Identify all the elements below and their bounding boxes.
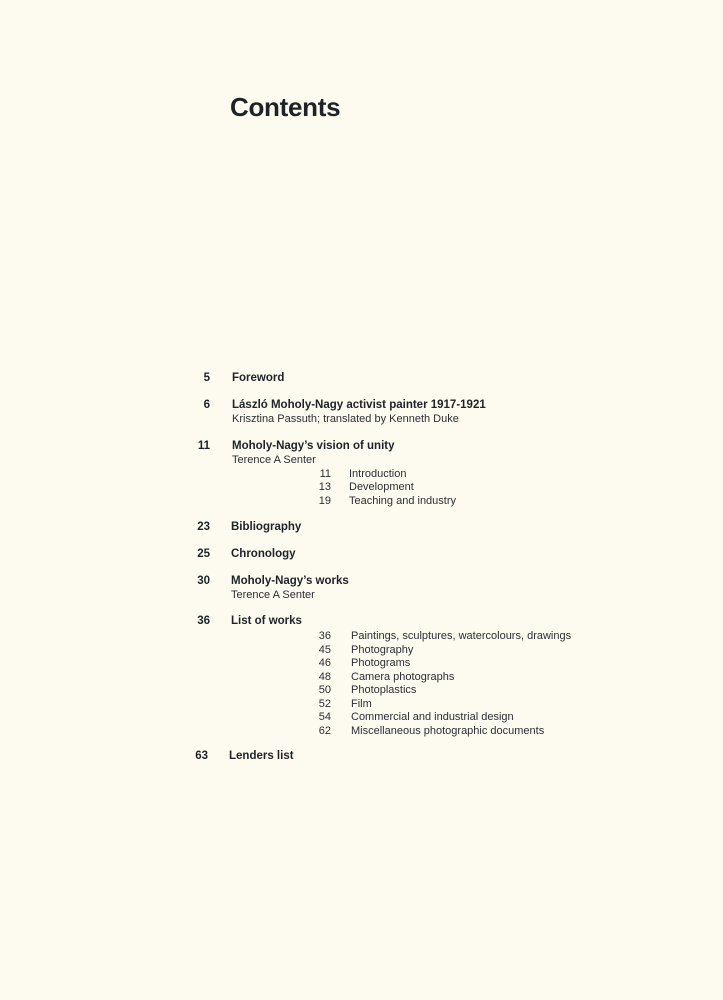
toc-subsection-page: 50 bbox=[318, 684, 331, 696]
toc-subsection-page: 36 bbox=[318, 630, 331, 642]
toc-subsection-label: Photograms bbox=[351, 657, 411, 669]
toc-entry-title: László Moholy-Nagy activist painter 1917-1921 bbox=[232, 399, 486, 411]
toc-entry-author: Krisztina Passuth; translated by Kenneth Duke bbox=[232, 413, 459, 425]
toc-subsection-page: 11 bbox=[319, 467, 331, 480]
toc-subsection-page: 48 bbox=[318, 670, 331, 683]
toc-page-number: 5 bbox=[203, 372, 210, 384]
toc-entry-title: Bibliography bbox=[231, 521, 302, 533]
toc-page-number: 11 bbox=[197, 440, 210, 452]
toc-entry-author: Terence A Senter bbox=[231, 589, 315, 601]
toc-subsection-label: Commercial and industrial design bbox=[351, 711, 514, 723]
toc-subsection-label: Miscellaneous photographic documents bbox=[351, 724, 545, 737]
toc-entry-title: Moholy-Nagy’s vision of unity bbox=[232, 440, 395, 452]
toc-page-number: 63 bbox=[195, 750, 208, 762]
toc-page-number: 36 bbox=[197, 615, 210, 627]
toc-subsection-label: Development bbox=[349, 481, 414, 493]
toc-entry-author: Terence A Senter bbox=[232, 454, 316, 466]
toc-subsection-label: Photoplastics bbox=[351, 684, 417, 696]
toc-subsection-label: Photography bbox=[351, 643, 414, 656]
toc-entry-title: Chronology bbox=[231, 548, 296, 560]
toc-subsection-page: 54 bbox=[318, 711, 331, 723]
toc-page-number: 25 bbox=[197, 548, 210, 560]
toc-entry-title: Moholy-Nagy’s works bbox=[231, 575, 349, 587]
toc-subsection-label: Paintings, sculptures, watercolours, drawings bbox=[351, 630, 572, 642]
toc-subsection-page: 62 bbox=[318, 724, 331, 737]
toc-subsection-page: 46 bbox=[318, 657, 331, 669]
toc-subsection-page: 13 bbox=[318, 481, 331, 493]
page-title: Contents bbox=[230, 92, 341, 122]
toc-subsection-page: 52 bbox=[318, 697, 331, 710]
toc-page-number: 30 bbox=[197, 575, 210, 587]
toc-subsection-label: Introduction bbox=[349, 467, 407, 480]
toc-entry-title: Lenders list bbox=[229, 750, 294, 762]
toc-subsection-page: 19 bbox=[318, 494, 331, 507]
toc-subsection-label: Film bbox=[351, 697, 372, 710]
toc-subsection-label: Teaching and industry bbox=[349, 494, 457, 507]
toc-subsection-label: Camera photographs bbox=[351, 670, 455, 683]
toc-entry-title: List of works bbox=[231, 615, 302, 627]
toc-page-number: 23 bbox=[197, 521, 210, 533]
toc-subsection-page: 45 bbox=[318, 643, 331, 656]
toc-entry-title: Foreword bbox=[232, 372, 285, 384]
toc-page-number: 6 bbox=[203, 399, 210, 411]
